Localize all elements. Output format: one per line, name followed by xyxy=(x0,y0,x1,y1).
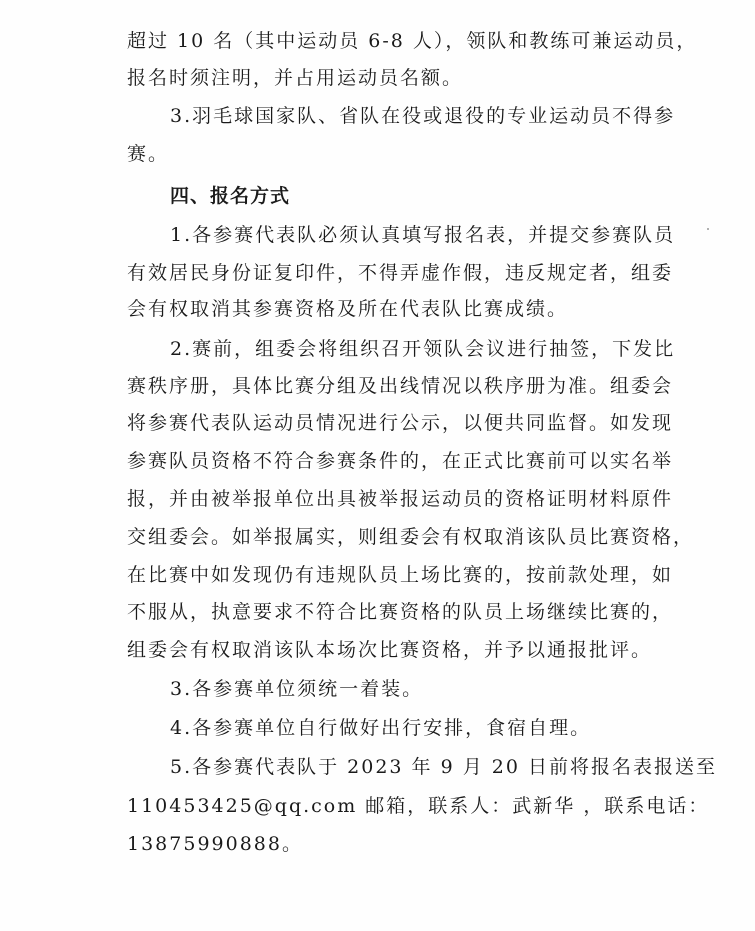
text-line: 2.赛前，组委会将组织召开领队会议进行抽签，下发比 xyxy=(170,338,676,360)
text-line: 参赛队员资格不符合参赛条件的，在正式比赛前可以实名举 xyxy=(127,450,674,472)
text-line: 不服从，执意要求不符合比赛资格的队员上场继续比赛的， xyxy=(127,601,674,623)
text-line: 会有权取消其参赛资格及所在代表队比赛成绩。 xyxy=(127,298,569,320)
text-line: 13875990888。 xyxy=(127,833,303,855)
text-line: 赛。 xyxy=(127,143,170,165)
text-line: 组委会有权取消该队本场次比赛资格，并予以通报批评。 xyxy=(127,639,653,661)
text-line: 4.各参赛单位自行做好出行安排，食宿自理。 xyxy=(170,717,592,739)
text-line: 110453425@qq.com 邮箱，联系人：武新华 ，联系电话： xyxy=(127,795,710,817)
scan-speck xyxy=(707,228,709,230)
section-heading: 四、报名方式 xyxy=(170,185,291,207)
text-line: 赛秩序册，具体比赛分组及出线情况以秩序册为准。组委会 xyxy=(127,375,674,397)
text-line: 有效居民身份证复印件，不得弄虚作假，违反规定者，组委 xyxy=(127,262,674,284)
text-line: 报，并由被举报单位出具被举报运动员的资格证明材料原件 xyxy=(127,488,674,510)
text-line: 将参赛代表队运动员情况进行公示，以便共同监督。如发现 xyxy=(127,412,674,434)
text-line: 3.羽毛球国家队、省队在役或退役的专业运动员不得参 xyxy=(170,105,676,127)
text-line: 超过 10 名（其中运动员 6-8 人），领队和教练可兼运动员， xyxy=(127,30,698,52)
text-line: 报名时须注明，并占用运动员名额。 xyxy=(127,67,464,89)
text-line: 在比赛中如发现仍有违规队员上场比赛的，按前款处理，如 xyxy=(127,564,674,586)
text-line: 交组委会。如举报属实，则组委会有权取消该队员比赛资格， xyxy=(127,526,695,548)
text-line: 5.各参赛代表队于 2023 年 9 月 20 日前将报名表报送至 xyxy=(170,756,717,778)
text-line: 1.各参赛代表队必须认真填写报名表，并提交参赛队员 xyxy=(170,224,676,246)
text-line: 3.各参赛单位须统一着装。 xyxy=(170,678,424,700)
